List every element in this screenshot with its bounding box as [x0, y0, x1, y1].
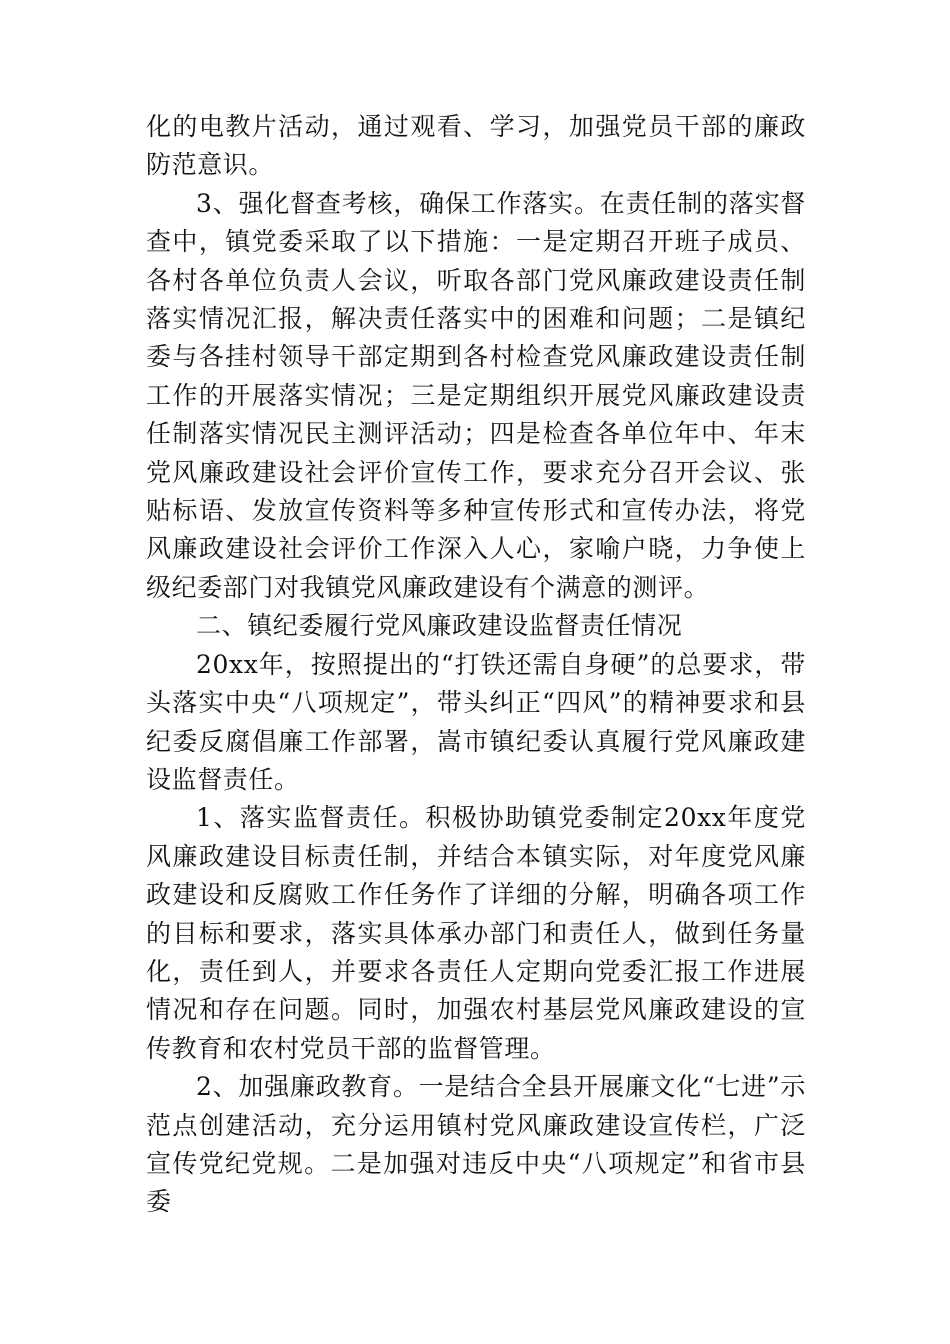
section-heading-discipline-commission: 二、镇纪委履行党风廉政建设监督责任情况	[196, 611, 683, 641]
paragraph-supervision-responsibility: 1、落实监督责任。积极协助镇党委制定20xx年度党风廉政建设目标责任制，并结合本镇实际，对年度党风廉政建设和反腐败工作任务作了详细的分解，明确各项工作的目标和要求，落实具体承办部门和责任人，做到任务量化，责任到人，并要求各责任人定期向党委汇报工作进展情况和存在问题。同时，加强农村基层党风廉政建设的宣传教育和农村党员干部的监督管理。	[146, 803, 806, 1063]
paragraph-annual-overview: 20xx年，按照提出的“打铁还需自身硬”的总要求，带头落实中央“八项规定”，带头纠正“四风”的精神要求和县纪委反腐倡廉工作部署，嵩市镇纪委认真履行党风廉政建设监督责任。	[146, 649, 806, 794]
paragraph-supervision-assessment: 3、强化督查考核，确保工作落实。在责任制的落实督查中，镇党委采取了以下措施：一是定期召开班子成员、各村各单位负责人会议，听取各部门党风廉政建设责任制落实情况汇报，解决责任落实中的困难和问题；二是镇纪委与各挂村领导干部定期到各村检查党风廉政建设责任制工作的开展落实情况；三是定期组织开展党风廉政建设责任制落实情况民主测评活动；四是检查各单位年中、年末党风廉政建设社会评价宣传工作，要求充分召开会议、张贴标语、发放宣传资料等多种宣传形式和宣传办法，将党风廉政建设社会评价工作深入人心，家喻户晓，力争使上级纪委部门对我镇党风廉政建设有个满意的测评。	[146, 188, 806, 602]
paragraph-integrity-education: 2、加强廉政教育。一是结合全县开展廉文化“七进”示范点创建活动，充分运用镇村党风廉政建设宣传栏，广泛宣传党纪党规。二是加强对违反中央“八项规定”和省市县委	[146, 1072, 806, 1217]
document-body	[146, 108, 806, 1222]
paragraph-continuation: 化的电教片活动，通过观看、学习，加强党员干部的廉政防范意识。	[146, 112, 806, 180]
